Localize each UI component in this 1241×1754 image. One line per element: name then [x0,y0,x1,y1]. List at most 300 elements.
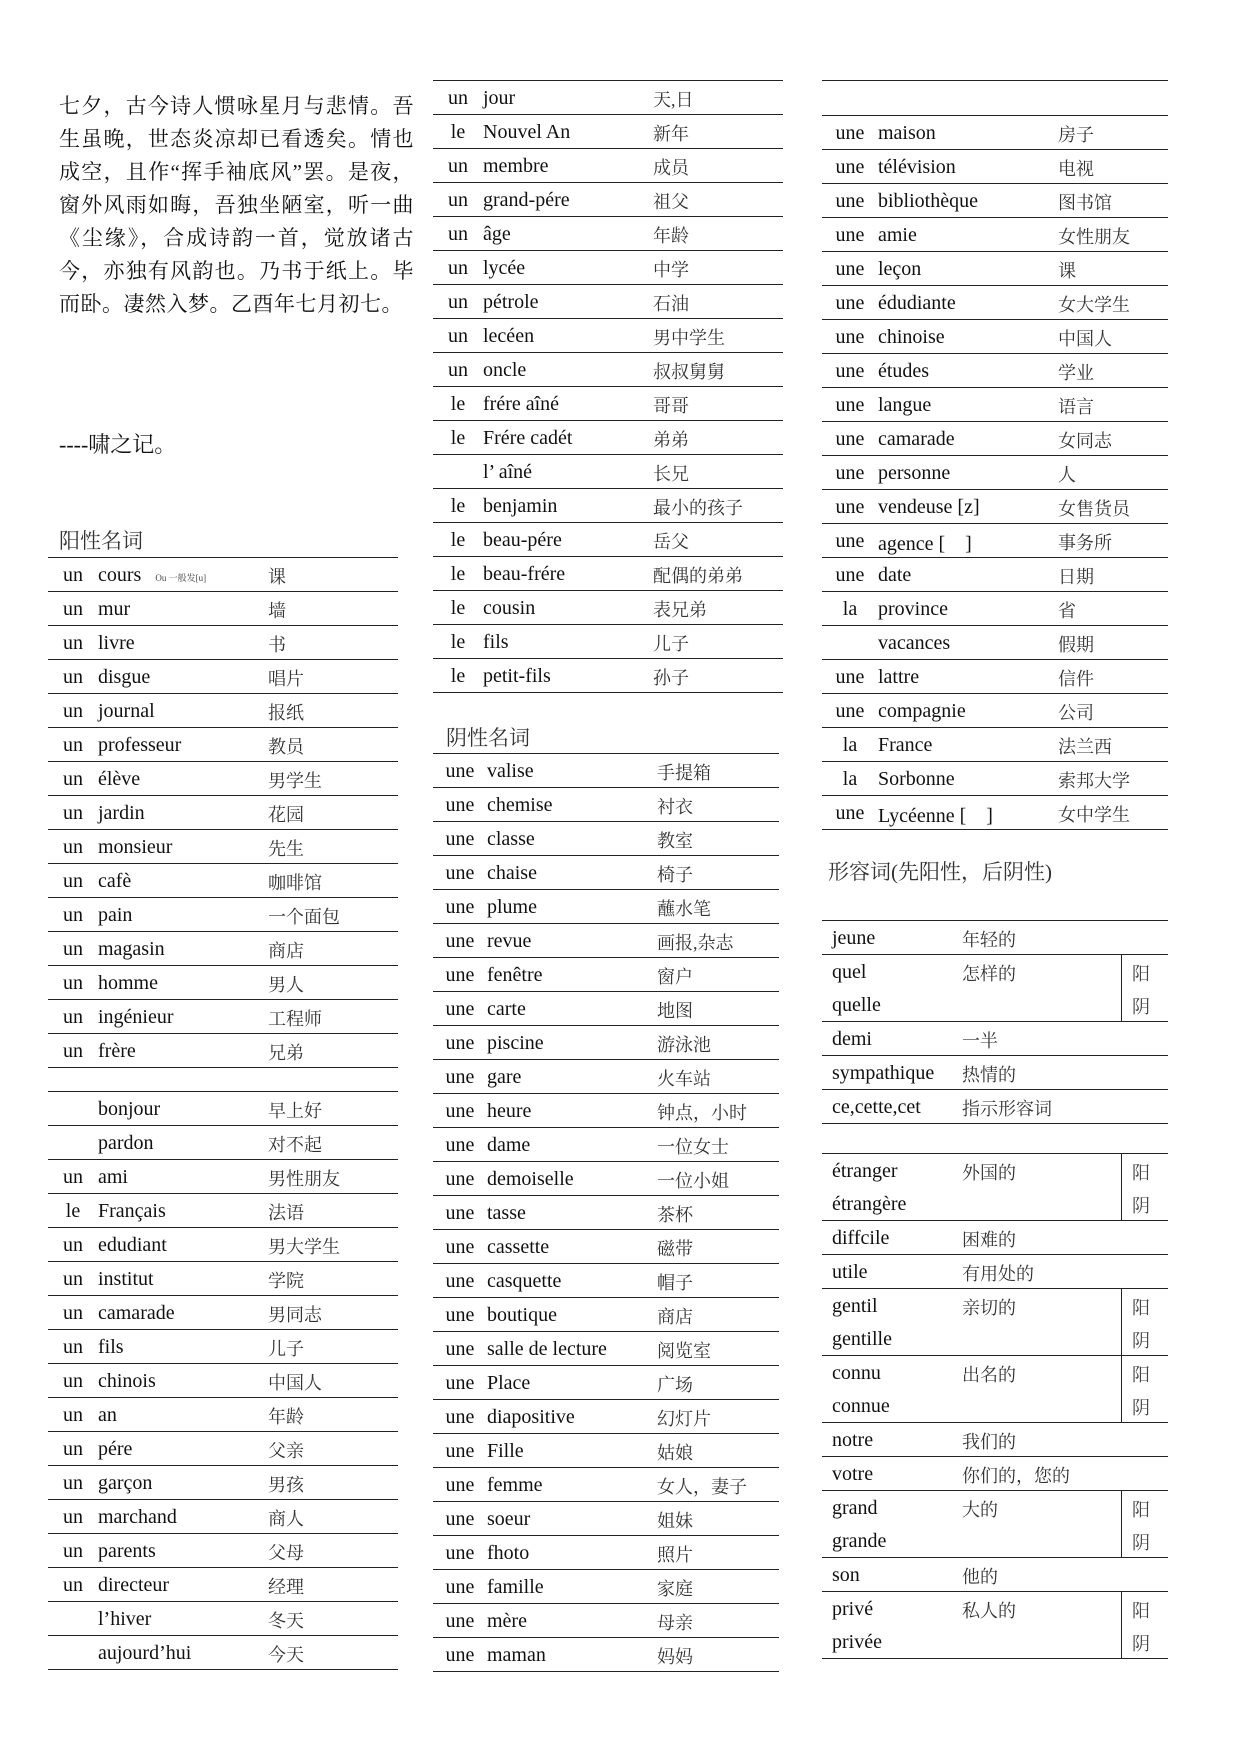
french-word [98,1126,268,1160]
vocab-row [822,286,1168,320]
chinese-meaning: 一个面包 [268,898,398,932]
vocab-row [433,387,783,421]
french-word-text: âge [483,223,511,245]
adjective-row [822,1221,1168,1255]
french-word [483,523,653,557]
french-word-text: grand-pére [483,189,570,211]
vocab-row [48,1500,398,1534]
vocab-row [48,1534,398,1568]
vocab-row [48,1160,398,1194]
french-word-text: lycée [483,257,526,279]
article: une [822,524,878,558]
article [822,626,878,660]
french-word-text: cousin [483,597,536,619]
french-word [483,319,653,353]
vocab-row [433,1366,779,1400]
french-word [98,1228,268,1262]
chinese-meaning: 哥哥 [653,387,783,421]
french-word [483,659,653,693]
french-word [98,796,268,830]
article: un [48,728,98,762]
article: une [822,150,878,184]
french-word [487,1570,657,1604]
vocab-row [48,1330,398,1364]
french-word [487,992,657,1026]
adjective-pair-row [822,1491,1168,1525]
french-word-text: piscine [487,1032,544,1054]
article: un [48,796,98,830]
french-word-text: pére [98,1438,133,1460]
vocab-row [822,354,1168,388]
adjective-pair-row [822,1524,1168,1558]
adjective-pair-row [822,1187,1168,1221]
signature: ----啸之记。 [59,432,177,457]
french-word-text: personne [878,462,951,484]
french-word [483,387,653,421]
french-word [878,660,1058,694]
masculine-nouns-table-2 [48,1091,398,1670]
adjective-pair-row [822,1389,1168,1423]
article: un [48,1398,98,1432]
gender-masculine-label: 阳 [1122,1154,1169,1188]
adjective-pair-row [822,1356,1168,1390]
vocab-row [48,1296,398,1330]
french-word [878,524,1058,558]
vocab-row [433,1638,779,1672]
adjective-pair-row [822,1625,1168,1659]
table-rule [822,80,1168,81]
chinese-meaning: 窗户 [657,958,779,992]
article: une [433,1536,487,1570]
french-word [98,558,268,592]
french-word-text: jardin [98,802,145,824]
vocab-row [48,1602,398,1636]
article: une [433,1298,487,1332]
french-word [98,1000,268,1034]
chinese-meaning: 母亲 [657,1604,779,1638]
article: un [48,558,98,592]
article [48,1126,98,1160]
french-word [98,660,268,694]
french-word [487,822,657,856]
adjective-feminine: étrangère [822,1187,952,1221]
french-word [878,558,1058,592]
french-word [487,1502,657,1536]
chinese-meaning: 磁带 [657,1230,779,1264]
chinese-meaning: 男性朋友 [268,1160,398,1194]
adjective-meaning: 外国的 [952,1154,1122,1188]
french-word [483,625,653,659]
french-word [98,1160,268,1194]
vocab-row [433,1468,779,1502]
vocab-row [433,183,783,217]
vocab-row [433,591,783,625]
vocab-row [822,116,1168,150]
chinese-meaning: 兄弟 [268,1034,398,1068]
article: un [48,1364,98,1398]
adjective-masculine: privé [822,1592,952,1626]
vocab-row [433,1502,779,1536]
chinese-meaning: 法语 [268,1194,398,1228]
vocab-row [433,1026,779,1060]
chinese-meaning: 茶杯 [657,1196,779,1230]
adjective-row [822,921,1168,955]
adjective-pair-row [822,1289,1168,1323]
adjective-word: notre [822,1423,952,1457]
french-word [487,1536,657,1570]
adjective-feminine: connue [822,1389,952,1423]
adjective-meaning: 怎样的 [952,955,1122,989]
french-word-text: dame [487,1134,531,1156]
chinese-meaning: 商店 [657,1298,779,1332]
article: une [433,1604,487,1638]
article: une [433,1638,487,1672]
adjective-meaning: 亲切的 [952,1289,1122,1323]
vocab-row [433,1570,779,1604]
chinese-meaning: 女售货员 [1058,490,1168,524]
french-word [487,1026,657,1060]
chinese-meaning: 信件 [1058,660,1168,694]
gender-feminine-label: 阴 [1122,1625,1169,1659]
vocab-row [822,184,1168,218]
article: un [433,81,483,115]
intro-paragraph: 七夕，古今诗人惯咏星月与悲情。吾生虽晚，世态炎凉却已看透矣。情也成空，且作“挥手袖底风”罢。是夜，窗外风雨如晦，吾独坐陋室，听一曲《尘缘》，合成诗韵一首，觉放诸古今，亦独有风韵也。乃书于纸上。毕而卧。凄然入梦。乙酉年七月初七。 [59,94,414,316]
french-word-text: disgue [98,666,151,688]
chinese-meaning: 花园 [268,796,398,830]
article: une [822,660,878,694]
chinese-meaning: 假期 [1058,626,1168,660]
vocab-row [48,1092,398,1126]
french-word-text: télévision [878,156,956,178]
adjective-row [822,1022,1168,1056]
chinese-meaning: 课 [268,558,398,592]
article: un [48,932,98,966]
adjective-meaning: 我们的 [952,1423,1168,1457]
vocab-row [433,217,783,251]
gender-masculine-label: 阳 [1122,1592,1169,1626]
french-word-text: lattre [878,666,920,688]
french-word-text: bonjour [98,1098,161,1120]
article: une [433,788,487,822]
adjective-meaning: 私人的 [952,1592,1122,1626]
article: une [433,1094,487,1128]
gender-feminine-label: 阴 [1122,1187,1169,1221]
chinese-meaning: 妈妈 [657,1638,779,1672]
french-word [878,150,1058,184]
french-word [98,592,268,626]
french-word-text: livre [98,632,135,654]
adjective-word: utile [822,1255,952,1289]
french-word [878,456,1058,490]
french-word-text: pardon [98,1132,154,1154]
french-word-text: parents [98,1540,156,1562]
french-word [878,388,1058,422]
chinese-meaning: 游泳池 [657,1026,779,1060]
article: un [48,1296,98,1330]
article [48,1602,98,1636]
french-word [487,1060,657,1094]
french-word-text: ami [98,1166,128,1188]
vocab-row [822,150,1168,184]
french-word-text: camarade [98,1302,175,1324]
adjective-pair-row [822,1592,1168,1626]
french-word [487,1298,657,1332]
french-word-text: mur [98,598,131,620]
chinese-meaning: 姐妹 [657,1502,779,1536]
adjective-word: jeune [822,921,952,955]
french-word [98,1500,268,1534]
article: une [433,822,487,856]
french-word-text: carte [487,998,526,1020]
chinese-meaning: 年龄 [268,1398,398,1432]
vocab-row [48,830,398,864]
vocab-row [433,788,779,822]
article: une [433,1162,487,1196]
article: le [433,625,483,659]
french-word [98,1330,268,1364]
french-word [487,754,657,788]
french-word [878,694,1058,728]
french-word [487,1128,657,1162]
chinese-meaning: 商人 [268,1500,398,1534]
vocab-row [433,1434,779,1468]
french-word [487,1638,657,1672]
chinese-meaning: 成员 [653,149,783,183]
vocab-row [433,1264,779,1298]
adjective-meaning: 指示形容词 [952,1090,1168,1124]
article: une [822,184,878,218]
chinese-meaning: 女性朋友 [1058,218,1168,252]
chinese-meaning: 最小的孩子 [653,489,783,523]
french-word [878,116,1058,150]
chinese-meaning: 画报,杂志 [657,924,779,958]
article: une [433,1060,487,1094]
vocab-row [822,320,1168,354]
adjective-meaning: 他的 [952,1558,1168,1592]
french-word [878,252,1058,286]
adjective-word: demi [822,1022,952,1056]
article: un [48,626,98,660]
article: le [433,387,483,421]
chinese-meaning: 儿子 [653,625,783,659]
article: la [822,762,878,796]
french-word-text: membre [483,155,549,177]
chinese-meaning: 配偶的弟弟 [653,557,783,591]
chinese-meaning: 新年 [653,115,783,149]
chinese-meaning: 唱片 [268,660,398,694]
french-word-text: France [878,734,933,756]
chinese-meaning: 男同志 [268,1296,398,1330]
vocab-row [48,1466,398,1500]
article: une [433,924,487,958]
masculine-nouns-table-3 [433,80,783,693]
empty-cell [952,1187,1122,1221]
french-word-text: mère [487,1610,527,1632]
french-word-text: oncle [483,359,527,381]
article: une [433,1502,487,1536]
french-word-text: fenêtre [487,964,543,986]
chinese-meaning: 父母 [268,1534,398,1568]
vocab-row [433,625,783,659]
vocab-row [48,626,398,660]
chinese-meaning: 今天 [268,1636,398,1670]
vocab-row [48,1000,398,1034]
vocab-row [433,1094,779,1128]
article: un [48,864,98,898]
article: un [48,830,98,864]
chinese-meaning: 课 [1058,252,1168,286]
article: une [433,856,487,890]
chinese-meaning: 女同志 [1058,422,1168,456]
french-word-text: l’hiver [98,1608,152,1630]
french-word-text: journal [98,700,155,722]
article: une [822,116,878,150]
article: un [433,217,483,251]
chinese-meaning: 男大学生 [268,1228,398,1262]
article: une [433,958,487,992]
french-word [98,898,268,932]
french-word-text: amie [878,224,917,246]
vocab-row [433,992,779,1026]
french-word-text: l’ aîné [483,461,533,483]
chinese-meaning: 年龄 [653,217,783,251]
french-word [98,1364,268,1398]
vocab-row [433,1060,779,1094]
french-word-text: casquette [487,1270,562,1292]
gender-feminine-label: 阴 [1122,988,1169,1022]
chinese-meaning: 咖啡馆 [268,864,398,898]
article: un [433,285,483,319]
french-word-text: beau-pére [483,529,562,551]
chinese-meaning: 经理 [268,1568,398,1602]
article: le [433,115,483,149]
article: un [48,966,98,1000]
adjective-feminine: grande [822,1524,952,1558]
french-word [98,1534,268,1568]
adjective-pair-row [822,1154,1168,1188]
french-word [487,958,657,992]
vocab-row [822,796,1168,830]
vocab-row [433,455,783,489]
vocab-row [822,694,1168,728]
french-word-text: compagnie [878,700,966,722]
french-word-text: an [98,1404,117,1426]
article: un [48,1432,98,1466]
french-word-text: bibliothèque [878,190,978,212]
french-word-text: garçon [98,1472,153,1494]
article: une [433,890,487,924]
vocab-row [822,626,1168,660]
french-word-text: Nouvel An [483,121,571,143]
chinese-meaning: 对不起 [268,1126,398,1160]
vocab-row [822,762,1168,796]
french-word-text: ingénieur [98,1006,174,1028]
french-word [878,286,1058,320]
chinese-meaning: 儿子 [268,1330,398,1364]
french-word [487,890,657,924]
empty-cell [952,988,1122,1022]
french-word [878,762,1058,796]
chinese-meaning: 教员 [268,728,398,762]
french-word [878,592,1058,626]
vocab-row [433,1604,779,1638]
french-word [487,856,657,890]
article: un [433,353,483,387]
article: un [48,592,98,626]
article [48,1092,98,1126]
heading-adjectives: 形容词(先阳性，后阴性) [828,860,1052,884]
article: un [48,1534,98,1568]
french-word-text: tasse [487,1202,526,1224]
article: un [433,183,483,217]
vocab-row [822,388,1168,422]
vocab-row [48,558,398,592]
adjective-pair-row [822,988,1168,1022]
french-word-text: frére aîné [483,393,560,415]
french-word-text: salle de lecture [487,1338,607,1360]
french-word-text: Fille [487,1440,524,1462]
french-word [98,1092,268,1126]
french-word [98,932,268,966]
french-word [878,490,1058,524]
gender-masculine-label: 阳 [1122,1289,1169,1323]
french-word [487,788,657,822]
french-word-text: chinois [98,1370,156,1392]
gender-masculine-label: 阳 [1122,1491,1169,1525]
french-word-text: Lycéenne [ ] [878,805,993,827]
masculine-nouns-table-1 [48,557,398,1068]
article: une [433,1264,487,1298]
adjective-pair-row [822,955,1168,989]
article: le [433,591,483,625]
vocab-row [48,1636,398,1670]
empty-cell [952,1322,1122,1356]
french-word-text: petit-fils [483,665,551,687]
french-word-text: Françaіs [98,1200,166,1222]
french-word [878,422,1058,456]
adjective-meaning: 大的 [952,1491,1122,1525]
article: un [433,149,483,183]
adjective-meaning: 年轻的 [952,921,1168,955]
article: le [433,557,483,591]
french-word-text: homme [98,972,158,994]
french-word [483,455,653,489]
french-word-text: beau-frére [483,563,566,585]
french-word [98,864,268,898]
french-word-text: maison [878,122,936,144]
french-word-text: camarade [878,428,955,450]
french-word-text: fils [98,1336,124,1358]
vocab-row [433,115,783,149]
article [48,1636,98,1670]
french-word [98,1636,268,1670]
adjective-row [822,1457,1168,1491]
empty-cell [952,1625,1122,1659]
french-word-text: lecéen [483,325,535,347]
french-word [487,1468,657,1502]
vocab-row [48,1126,398,1160]
french-word [487,1434,657,1468]
french-word-text: cassette [487,1236,550,1258]
article: le [433,421,483,455]
french-word [878,354,1058,388]
french-word-text: valise [487,760,534,782]
french-word [98,830,268,864]
french-word-text: institut [98,1268,154,1290]
chinese-meaning: 法兰西 [1058,728,1168,762]
french-word-text: gare [487,1066,522,1088]
article: une [433,1230,487,1264]
